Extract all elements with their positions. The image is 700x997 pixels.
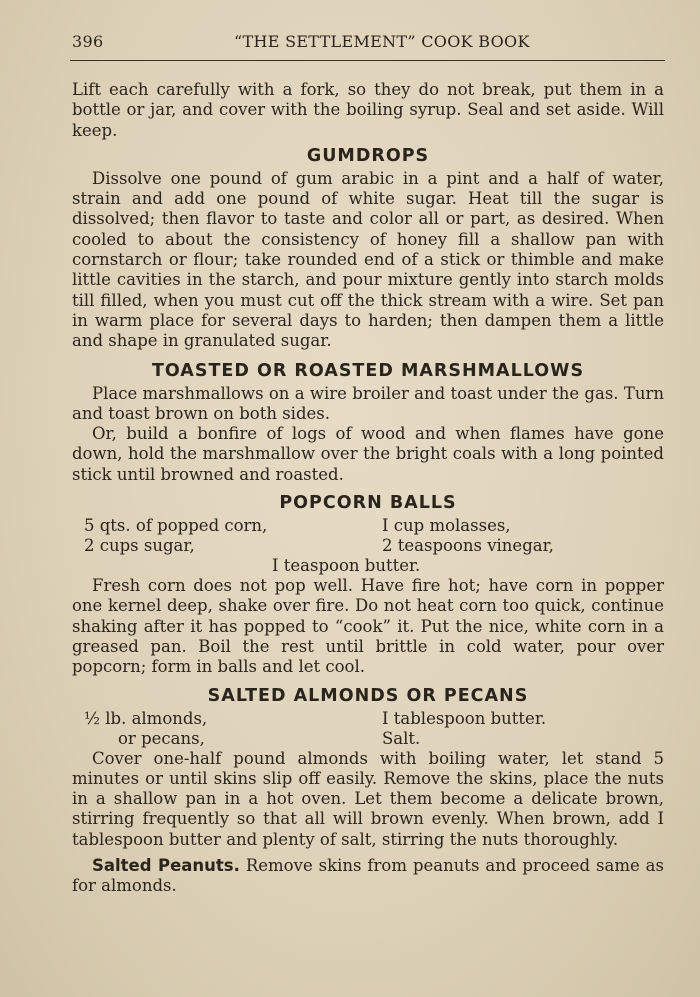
heading-marshmallows: TOASTED OR ROASTED MARSHMALLOWS xyxy=(151,360,585,381)
peanuts-label: Salted Peanuts. xyxy=(92,856,240,876)
heading-gumdrops: GUMDROPS xyxy=(306,145,430,166)
popcorn-paragraph: Fresh corn does not pop well. Have fire hot; have corn in popper one kernel deep, shake over fire. Do not heat corn too quick, continue shaking after it has popped to “cook” it. Put the nice, white corn in a greased pan. Boil the rest until brittle in cold water, pour over popcorn; form in balls and let cool. xyxy=(72,576,664,677)
ingredient: Salt. xyxy=(382,728,421,748)
ingredient: 5 qts. of popped corn, xyxy=(84,516,268,536)
ingredient: I tablespoon butter. xyxy=(382,708,547,728)
running-title: “THE SETTLEMENT” COOK BOOK xyxy=(234,32,530,51)
heading-popcorn-balls: POPCORN BALLS xyxy=(279,493,457,514)
intro-paragraph: Lift each carefully with a fork, so they do not break, put them in a bottle or jar, and cover with the boiling syrup. Seal and set aside. Will keep. xyxy=(72,80,664,140)
popcorn-ingredients xyxy=(72,516,664,576)
almond-ingredients xyxy=(72,709,664,749)
page-content xyxy=(72,80,664,897)
gumdrops-paragraph: Dissolve one pound of gum arabic in a pint and a half of water, strain and add one pound of white sugar. Heat till the sugar is dissolved; then flavor to taste and color all or part, as desired. When cooled to about the consistency of honey fill a shallow pan with cornstarch or flour; take rounded end of a stick or thimble and make little cavities in the starch, and pour mixture gently into starch molds till filled, when you must cut off the thick stream with a wire. Set pan in warm place for several days to harden; then dampen them a little and shape in granulated sugar. xyxy=(72,168,664,351)
ingredient: 2 cups sugar, xyxy=(84,536,195,556)
ingredient: I teaspoon butter. xyxy=(272,556,421,576)
heading-salted-almonds: SALTED ALMONDS OR PECANS xyxy=(207,685,529,706)
ingredient: ½ lb. almonds, xyxy=(84,708,208,728)
ingredient: or pecans, xyxy=(118,728,205,748)
almonds-paragraph: Cover one-half pound almonds with boiling water, let stand 5 minutes or until skins slip off easily. Remove the skins, place the nuts in a shallow pan in a hot oven. Let them become a delicate brown, stirring frequently so that all will brown evenly. When brown, add I tablespoon butter and plenty of salt, stirring the nuts thoroughly. xyxy=(72,748,664,849)
ingredient: I cup molasses, xyxy=(382,516,511,536)
peanuts-text: Remove skins from peanuts and proceed same as for almonds. xyxy=(72,856,664,896)
marshmallows-paragraph-2: Or, build a bonfire of logs of wood and when flames have gone down, hold the marshmallow over the bright coals with a long pointed stick until browned and roasted. xyxy=(72,424,664,484)
header-rule xyxy=(70,60,665,61)
ingredient: 2 teaspoons vinegar, xyxy=(382,536,554,556)
peanuts-paragraph xyxy=(72,856,664,897)
marshmallows-paragraph-1: Place marshmallows on a wire broiler and toast under the gas. Turn and toast brown on both sides. xyxy=(72,383,664,423)
page-number: 396 xyxy=(72,32,104,51)
